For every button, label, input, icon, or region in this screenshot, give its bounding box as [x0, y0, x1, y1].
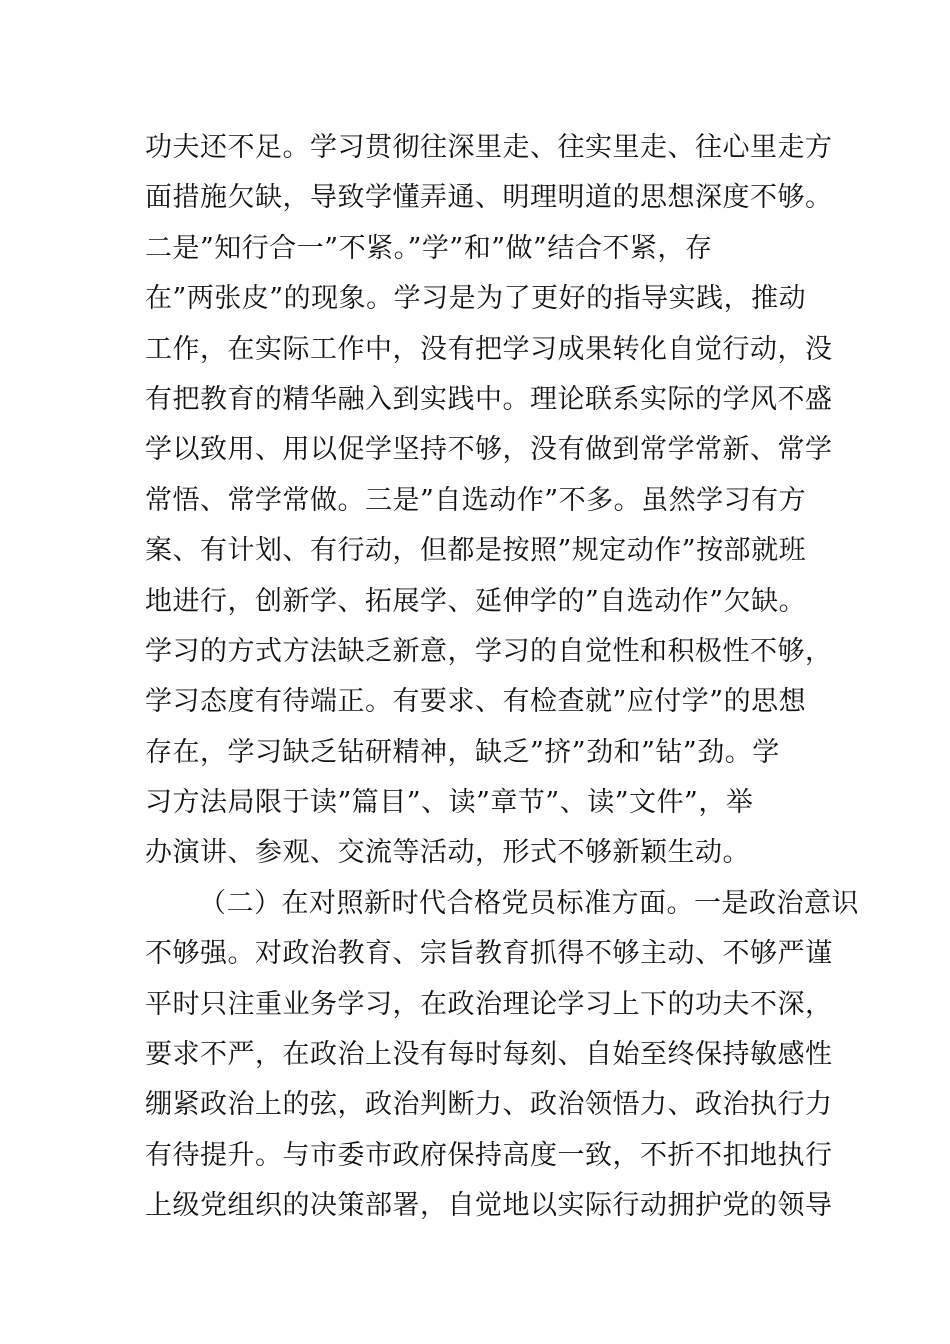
text-line: 要求不严，在政治上没有每时每刻、自始至终保持敏感性	[145, 1039, 833, 1071]
body-text	[145, 123, 859, 1232]
section-heading-line: （二）在对照新时代合格党员标准方面。一是政治意识	[199, 887, 859, 919]
text-line: 工作，在实际工作中，没有把学习成果转化自觉行动，没	[145, 333, 833, 365]
text-line: 上级党组织的决策部署，自觉地以实际行动拥护党的领导	[145, 1190, 833, 1222]
text-line: 存在，学习缺乏钻研精神，缺乏”挤”劲和”钻”劲。学	[145, 736, 780, 768]
text-line: 平时只注重业务学习，在政治理论学习上下的功夫不深，	[145, 988, 833, 1020]
text-line: 有把教育的精华融入到实践中。理论联系实际的学风不盛	[145, 383, 833, 415]
text-line: 绷紧政治上的弦，政治判断力、政治领悟力、政治执行力	[145, 1089, 833, 1121]
text-line: 地进行，创新学、拓展学、延伸学的”自选动作”欠缺。	[145, 585, 807, 617]
text-line: 常悟、常学常做。三是”自选动作”不多。虽然学习有方	[145, 484, 807, 516]
text-line: 不够强。对政治教育、宗旨教育抓得不够主动、不够严谨	[145, 938, 833, 970]
text-line: 面措施欠缺，导致学懂弄通、明理明道的思想深度不够。	[145, 182, 833, 214]
text-line: 有待提升。与市委市政府保持高度一致，不折不扣地执行	[145, 1139, 833, 1171]
text-line: 案、有计划、有行动，但都是按照”规定动作”按部就班	[145, 535, 807, 567]
text-line: 办演讲、参观、交流等活动，形式不够新颖生动。	[145, 837, 750, 869]
text-line: 学以致用、用以促学坚持不够，没有做到常学常新、常学	[145, 434, 833, 466]
text-line: 功夫还不足。学习贯彻往深里走、往实里走、往心里走方	[145, 132, 833, 163]
text-line: 二是”知行合一”不紧。”学”和”做”结合不紧，存	[145, 232, 713, 264]
text-line: 学习态度有待端正。有要求、有检查就”应付学”的思想	[145, 686, 807, 718]
text-line: 习方法局限于读”篇目”、读”章节”、读”文件”，举	[145, 787, 754, 819]
text-line: 在”两张皮”的现象。学习是为了更好的指导实践，推动	[145, 283, 807, 315]
text-line: 学习的方式方法缺乏新意，学习的自觉性和积极性不够，	[145, 635, 833, 667]
